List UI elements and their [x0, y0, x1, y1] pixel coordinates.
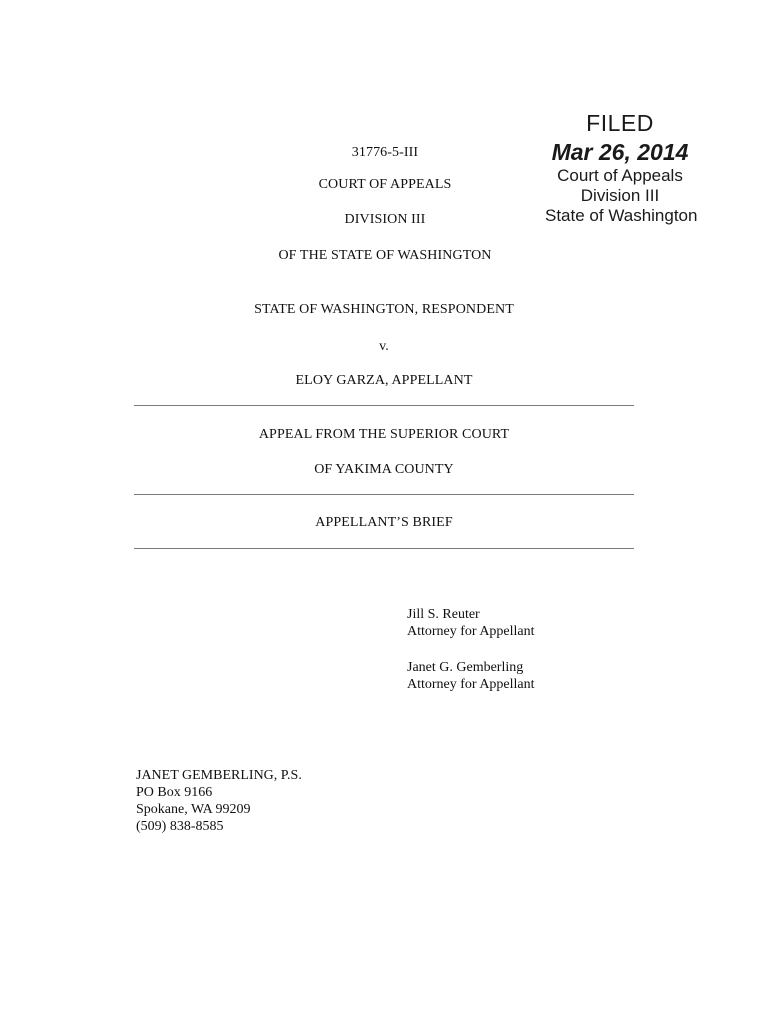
court-name: COURT OF APPEALS: [318, 177, 452, 192]
stamp-court: Court of Appeals: [557, 166, 683, 185]
firm-name: JANET GEMBERLING, P.S.: [136, 768, 302, 783]
appeal-line-1: APPEAL FROM THE SUPERIOR COURT: [258, 427, 510, 442]
defendant-line: ELOY GARZA, APPELLANT: [295, 373, 473, 388]
attorney-role: Attorney for Appellant: [407, 624, 535, 639]
appeal-line-2: OF YAKIMA COUNTY: [314, 462, 454, 477]
divider-rule: [134, 494, 634, 495]
stamp-state: State of Washington: [545, 206, 698, 225]
firm-address-line-1: PO Box 9166: [136, 785, 213, 800]
plaintiff-line: STATE OF WASHINGTON, RESPONDENT: [254, 302, 514, 317]
firm-phone: (509) 838-8585: [136, 819, 224, 834]
attorney-block-1: [407, 606, 535, 640]
filed-stamp: [545, 108, 698, 226]
document-title: APPELLANT’S BRIEF: [315, 515, 453, 530]
attorney-block-2: [407, 659, 535, 693]
division-name: DIVISION III: [344, 212, 426, 227]
stamp-division: Division III: [580, 186, 660, 205]
stamp-date: Mar 26, 2014: [551, 139, 689, 165]
divider-rule: [134, 405, 634, 406]
state-name: OF THE STATE OF WASHINGTON: [278, 248, 492, 263]
firm-address: [136, 767, 302, 835]
versus-line: v.: [379, 339, 389, 354]
attorney-role: Attorney for Appellant: [407, 677, 535, 692]
stamp-filed: FILED: [586, 110, 654, 136]
attorney-name: Jill S. Reuter: [407, 607, 480, 622]
attorney-name: Janet G. Gemberling: [407, 660, 524, 675]
case-number: 31776-5-III: [351, 145, 419, 160]
divider-rule: [134, 548, 634, 549]
firm-address-line-2: Spokane, WA 99209: [136, 802, 251, 817]
